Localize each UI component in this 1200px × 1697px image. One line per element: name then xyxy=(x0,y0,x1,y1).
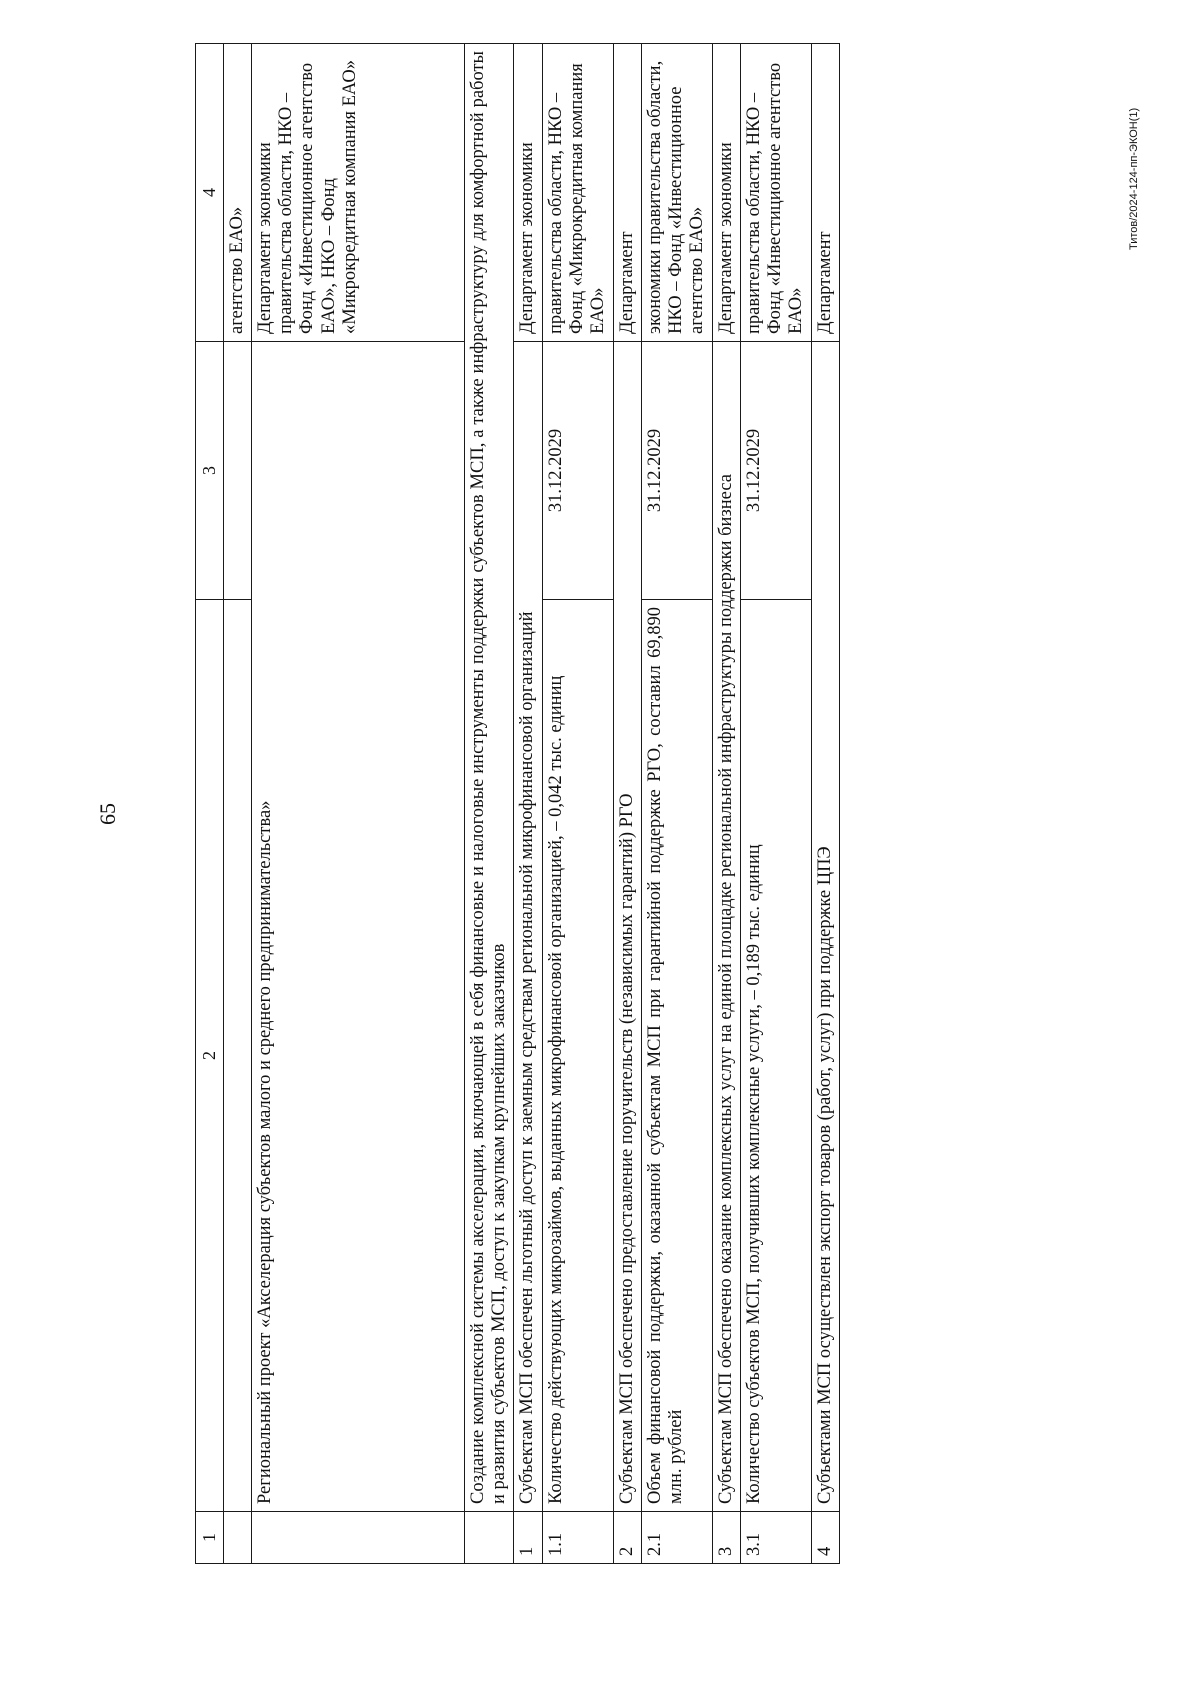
row-text: Субъектам МСП обеспечен льготный доступ к заемным средствам региональной микрофинансовой организаций xyxy=(514,342,542,1512)
row-responsible: правительства области, НКО – Фонд «Микрокредитная компания ЕАО» xyxy=(542,44,613,342)
row-text: Субъектам МСП обеспечено оказание комплексных услуг на единой площадке региональной инфраструктуры поддержки бизнеса xyxy=(712,342,740,1512)
row-text: Объем финансовой поддержки, оказанной субъектам МСП при гарантийной поддержке РГО, составил 69,890 млн. рублей xyxy=(641,600,712,1512)
row-text: Субъектами МСП осуществлен экспорт товаров (работ, услуг) при поддержке ЦПЭ xyxy=(811,342,839,1512)
document-code: Титов/2024-124-пп-ЭКОН(1) xyxy=(1128,107,1140,250)
row-responsible: Департамент экономики xyxy=(712,44,740,342)
project-row xyxy=(251,44,464,1564)
row-date: 31.12.2029 xyxy=(542,342,613,600)
table-row xyxy=(514,44,542,1564)
rotated-table-container xyxy=(195,44,1085,1564)
header-col-4: 4 xyxy=(196,44,224,342)
table-row xyxy=(613,44,641,1564)
table-row xyxy=(542,44,613,1564)
row-text: Субъектам МСП обеспечено предоставление поручительств (независимых гарантий) РГО xyxy=(613,342,641,1512)
header-col-2: 2 xyxy=(196,600,224,1512)
row-text: Количество субъектов МСП, получивших комплексные услуги, – 0,189 тыс. единиц xyxy=(740,600,811,1512)
goal-text: Создание комплексной системы акселерации, включающей в себя финансовые и налоговые инструменты поддержки субъектов МСП, а также инфраструктуру для комфортной работы и развития субъектов МСП, доступ к закупкам крупнейших заказчиков xyxy=(464,44,514,1512)
continuation-cell: агентство ЕАО» xyxy=(223,44,251,342)
measures-table xyxy=(195,43,840,1564)
row-responsible: Департамент xyxy=(613,44,641,342)
row-responsible: экономики правительства области, НКО – Фонд «Инвестиционное агентство ЕАО» xyxy=(641,44,712,342)
goal-row xyxy=(464,44,514,1564)
row-number: 3 xyxy=(712,1512,740,1564)
header-col-3: 3 xyxy=(196,342,224,600)
row-number: 4 xyxy=(811,1512,839,1564)
project-title: Региональный проект «Акселерация субъектов малого и среднего предпринимательства» xyxy=(251,342,464,1512)
table-row xyxy=(740,44,811,1564)
project-responsible: Департамент экономики правительства области, НКО – Фонд «Инвестиционное агентство ЕАО», НКО – Фонд «Микрокредитная компания ЕАО» xyxy=(251,44,464,342)
row-number: 1 xyxy=(514,1512,542,1564)
row-number: 2 xyxy=(613,1512,641,1564)
row-responsible: Департамент экономики xyxy=(514,44,542,342)
table-row xyxy=(811,44,839,1564)
row-number: 3.1 xyxy=(740,1512,811,1564)
page-number: 65 xyxy=(95,803,120,825)
row-text: Количество действующих микрозаймов, выданных микрофинансовой организацией, – 0,042 тыс. единиц xyxy=(542,600,613,1512)
row-number: 2.1 xyxy=(641,1512,712,1564)
row-date: 31.12.2029 xyxy=(641,342,712,600)
row-responsible: Департамент xyxy=(811,44,839,342)
row-number: 1.1 xyxy=(542,1512,613,1564)
table-row xyxy=(712,44,740,1564)
continuation-row xyxy=(223,44,251,1564)
row-date: 31.12.2029 xyxy=(740,342,811,600)
table-header-row xyxy=(196,44,224,1564)
table-row xyxy=(641,44,712,1564)
header-col-1: 1 xyxy=(196,1512,224,1564)
row-responsible: правительства области, НКО – Фонд «Инвестиционное агентство ЕАО» xyxy=(740,44,811,342)
